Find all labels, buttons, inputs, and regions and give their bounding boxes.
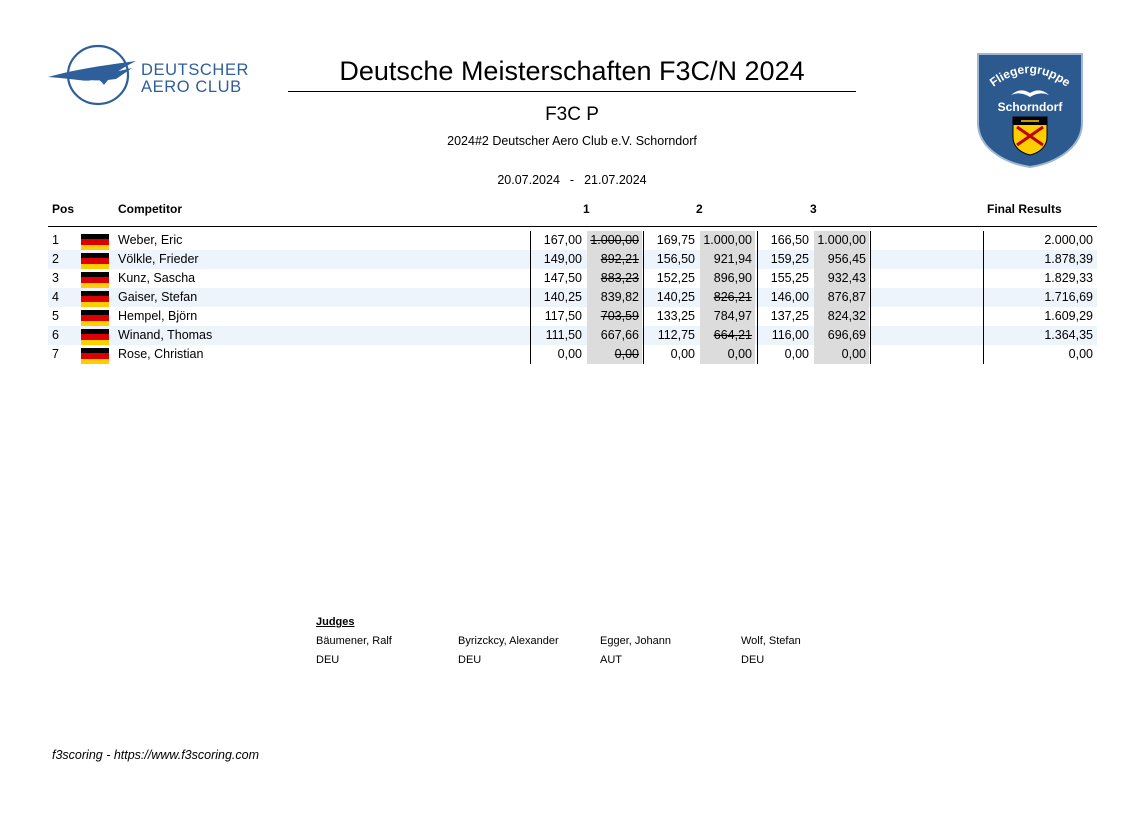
normalized-score: 921,94: [700, 250, 755, 269]
page-title: Deutsche Meisterschaften F3C/N 2024: [288, 56, 856, 92]
final-result: 1.716,69: [1044, 290, 1093, 304]
table-row: [48, 231, 1097, 250]
germany-flag-icon: [81, 291, 109, 307]
normalized-score: 1.000,00: [587, 231, 642, 250]
col-header-final: Final Results: [987, 202, 1062, 216]
normalized-score: 0,00: [814, 345, 869, 364]
row-position: 5: [52, 309, 59, 323]
final-result: 1.609,29: [1044, 309, 1093, 323]
normalized-score: 1.000,00: [700, 231, 755, 250]
date-from: 20.07.2024: [497, 173, 560, 187]
judge-country: DEU: [458, 654, 482, 666]
normalized-score: 696,69: [814, 326, 869, 345]
round1-left-divider: [530, 231, 531, 364]
col-header-competitor: Competitor: [118, 202, 182, 216]
normalized-score: 664,21: [700, 326, 755, 345]
competitor-name: Hempel, Björn: [118, 309, 198, 323]
normalized-score: 784,97: [700, 307, 755, 326]
normalized-score: 703,59: [587, 307, 642, 326]
raw-score: 159,25: [770, 252, 809, 266]
normalized-score: 824,32: [814, 307, 869, 326]
raw-score: 167,00: [543, 233, 582, 247]
normalized-score: 839,82: [587, 288, 642, 307]
normalized-score: 0,00: [700, 345, 755, 364]
class-title: F3C P: [545, 104, 599, 125]
final-result: 2.000,00: [1044, 233, 1093, 247]
row-position: 3: [52, 271, 59, 285]
normalized-score: 896,90: [700, 269, 755, 288]
raw-score: 133,25: [656, 309, 695, 323]
event-dates: [288, 173, 856, 187]
table-row: [48, 326, 1097, 345]
germany-flag-icon: [81, 310, 109, 326]
normalized-score: 932,43: [814, 269, 869, 288]
row-position: 7: [52, 347, 59, 361]
raw-score: 169,75: [656, 233, 695, 247]
raw-score: 146,00: [770, 290, 809, 304]
judge-name: Wolf, Stefan: [741, 635, 801, 647]
germany-flag-icon: [81, 272, 109, 288]
competitor-name: Gaiser, Stefan: [118, 290, 198, 304]
table-row: [48, 288, 1097, 307]
col-header-round1: 1: [583, 202, 590, 216]
date-separator: -: [569, 173, 575, 187]
dac-logo-line2: AERO CLUB: [141, 78, 242, 96]
table-row: [48, 250, 1097, 269]
date-to: 21.07.2024: [584, 173, 647, 187]
competitor-name: Völkle, Frieder: [118, 252, 199, 266]
normalized-score: 826,21: [700, 288, 755, 307]
judge-name: Byrizckcy, Alexander: [458, 635, 559, 647]
round2-left-divider: [643, 231, 644, 364]
table-row: [48, 345, 1097, 364]
raw-score: 116,00: [771, 328, 809, 342]
germany-flag-icon: [81, 329, 109, 345]
judge-name: Bäumener, Ralf: [316, 635, 392, 647]
round3-right-divider: [870, 231, 871, 364]
svg-text:Fliegergruppe: Fliegergruppe: [986, 61, 1074, 90]
row-position: 1: [52, 233, 59, 247]
dac-logo-line1: DEUTSCHER: [141, 61, 250, 79]
judge-country: DEU: [316, 654, 340, 666]
raw-score: 111,50: [545, 328, 582, 342]
normalized-score: 883,23: [587, 269, 642, 288]
judges-title: Judges: [316, 616, 355, 628]
round3-left-divider: [757, 231, 758, 364]
col-header-round3: 3: [810, 202, 817, 216]
raw-score: 117,50: [544, 309, 582, 323]
header-rule: [48, 226, 1097, 227]
club-badge-logo: [975, 51, 1085, 169]
raw-score: 140,25: [656, 290, 695, 304]
raw-score: 112,75: [657, 328, 695, 342]
judge-country: AUT: [600, 654, 622, 666]
col-header-round2: 2: [696, 202, 703, 216]
table-row: [48, 307, 1097, 326]
final-result: 1.878,39: [1044, 252, 1093, 266]
raw-score: 137,25: [770, 309, 809, 323]
raw-score: 140,25: [543, 290, 582, 304]
raw-score: 0,00: [670, 347, 695, 361]
competitor-name: Kunz, Sascha: [118, 271, 196, 285]
germany-flag-icon: [81, 253, 109, 269]
raw-score: 152,25: [656, 271, 695, 285]
competitor-name: Rose, Christian: [118, 347, 204, 361]
row-position: 2: [52, 252, 59, 266]
normalized-score: 0,00: [587, 345, 642, 364]
raw-score: 149,00: [543, 252, 582, 266]
normalized-score: 1.000,00: [814, 231, 869, 250]
raw-score: 166,50: [770, 233, 809, 247]
competitor-name: Weber, Eric: [118, 233, 183, 247]
raw-score: 0,00: [784, 347, 809, 361]
final-result: 1.364,35: [1044, 328, 1093, 342]
judge-name: Egger, Johann: [600, 635, 671, 647]
event-title: 2024#2 Deutscher Aero Club e.V. Schorndorf: [447, 134, 697, 148]
final-left-divider: [983, 231, 984, 364]
germany-flag-icon: [81, 348, 109, 364]
final-result: 1.829,33: [1044, 271, 1093, 285]
judge-country: DEU: [741, 654, 765, 666]
col-header-pos: Pos: [52, 202, 75, 216]
footer-credit: f3scoring - https://www.f3scoring.com: [52, 748, 260, 762]
row-position: 4: [52, 290, 59, 304]
normalized-score: 667,66: [587, 326, 642, 345]
normalized-score: 876,87: [814, 288, 869, 307]
raw-score: 155,25: [770, 271, 809, 285]
raw-score: 147,50: [543, 271, 582, 285]
germany-flag-icon: [81, 234, 109, 250]
raw-score: 156,50: [656, 252, 695, 266]
svg-text:Schorndorf: Schorndorf: [997, 100, 1063, 114]
table-row: [48, 269, 1097, 288]
normalized-score: 892,21: [587, 250, 642, 269]
raw-score: 0,00: [557, 347, 582, 361]
row-position: 6: [52, 328, 59, 342]
final-result: 0,00: [1068, 347, 1093, 361]
competitor-name: Winand, Thomas: [118, 328, 213, 342]
normalized-score: 956,45: [814, 250, 869, 269]
